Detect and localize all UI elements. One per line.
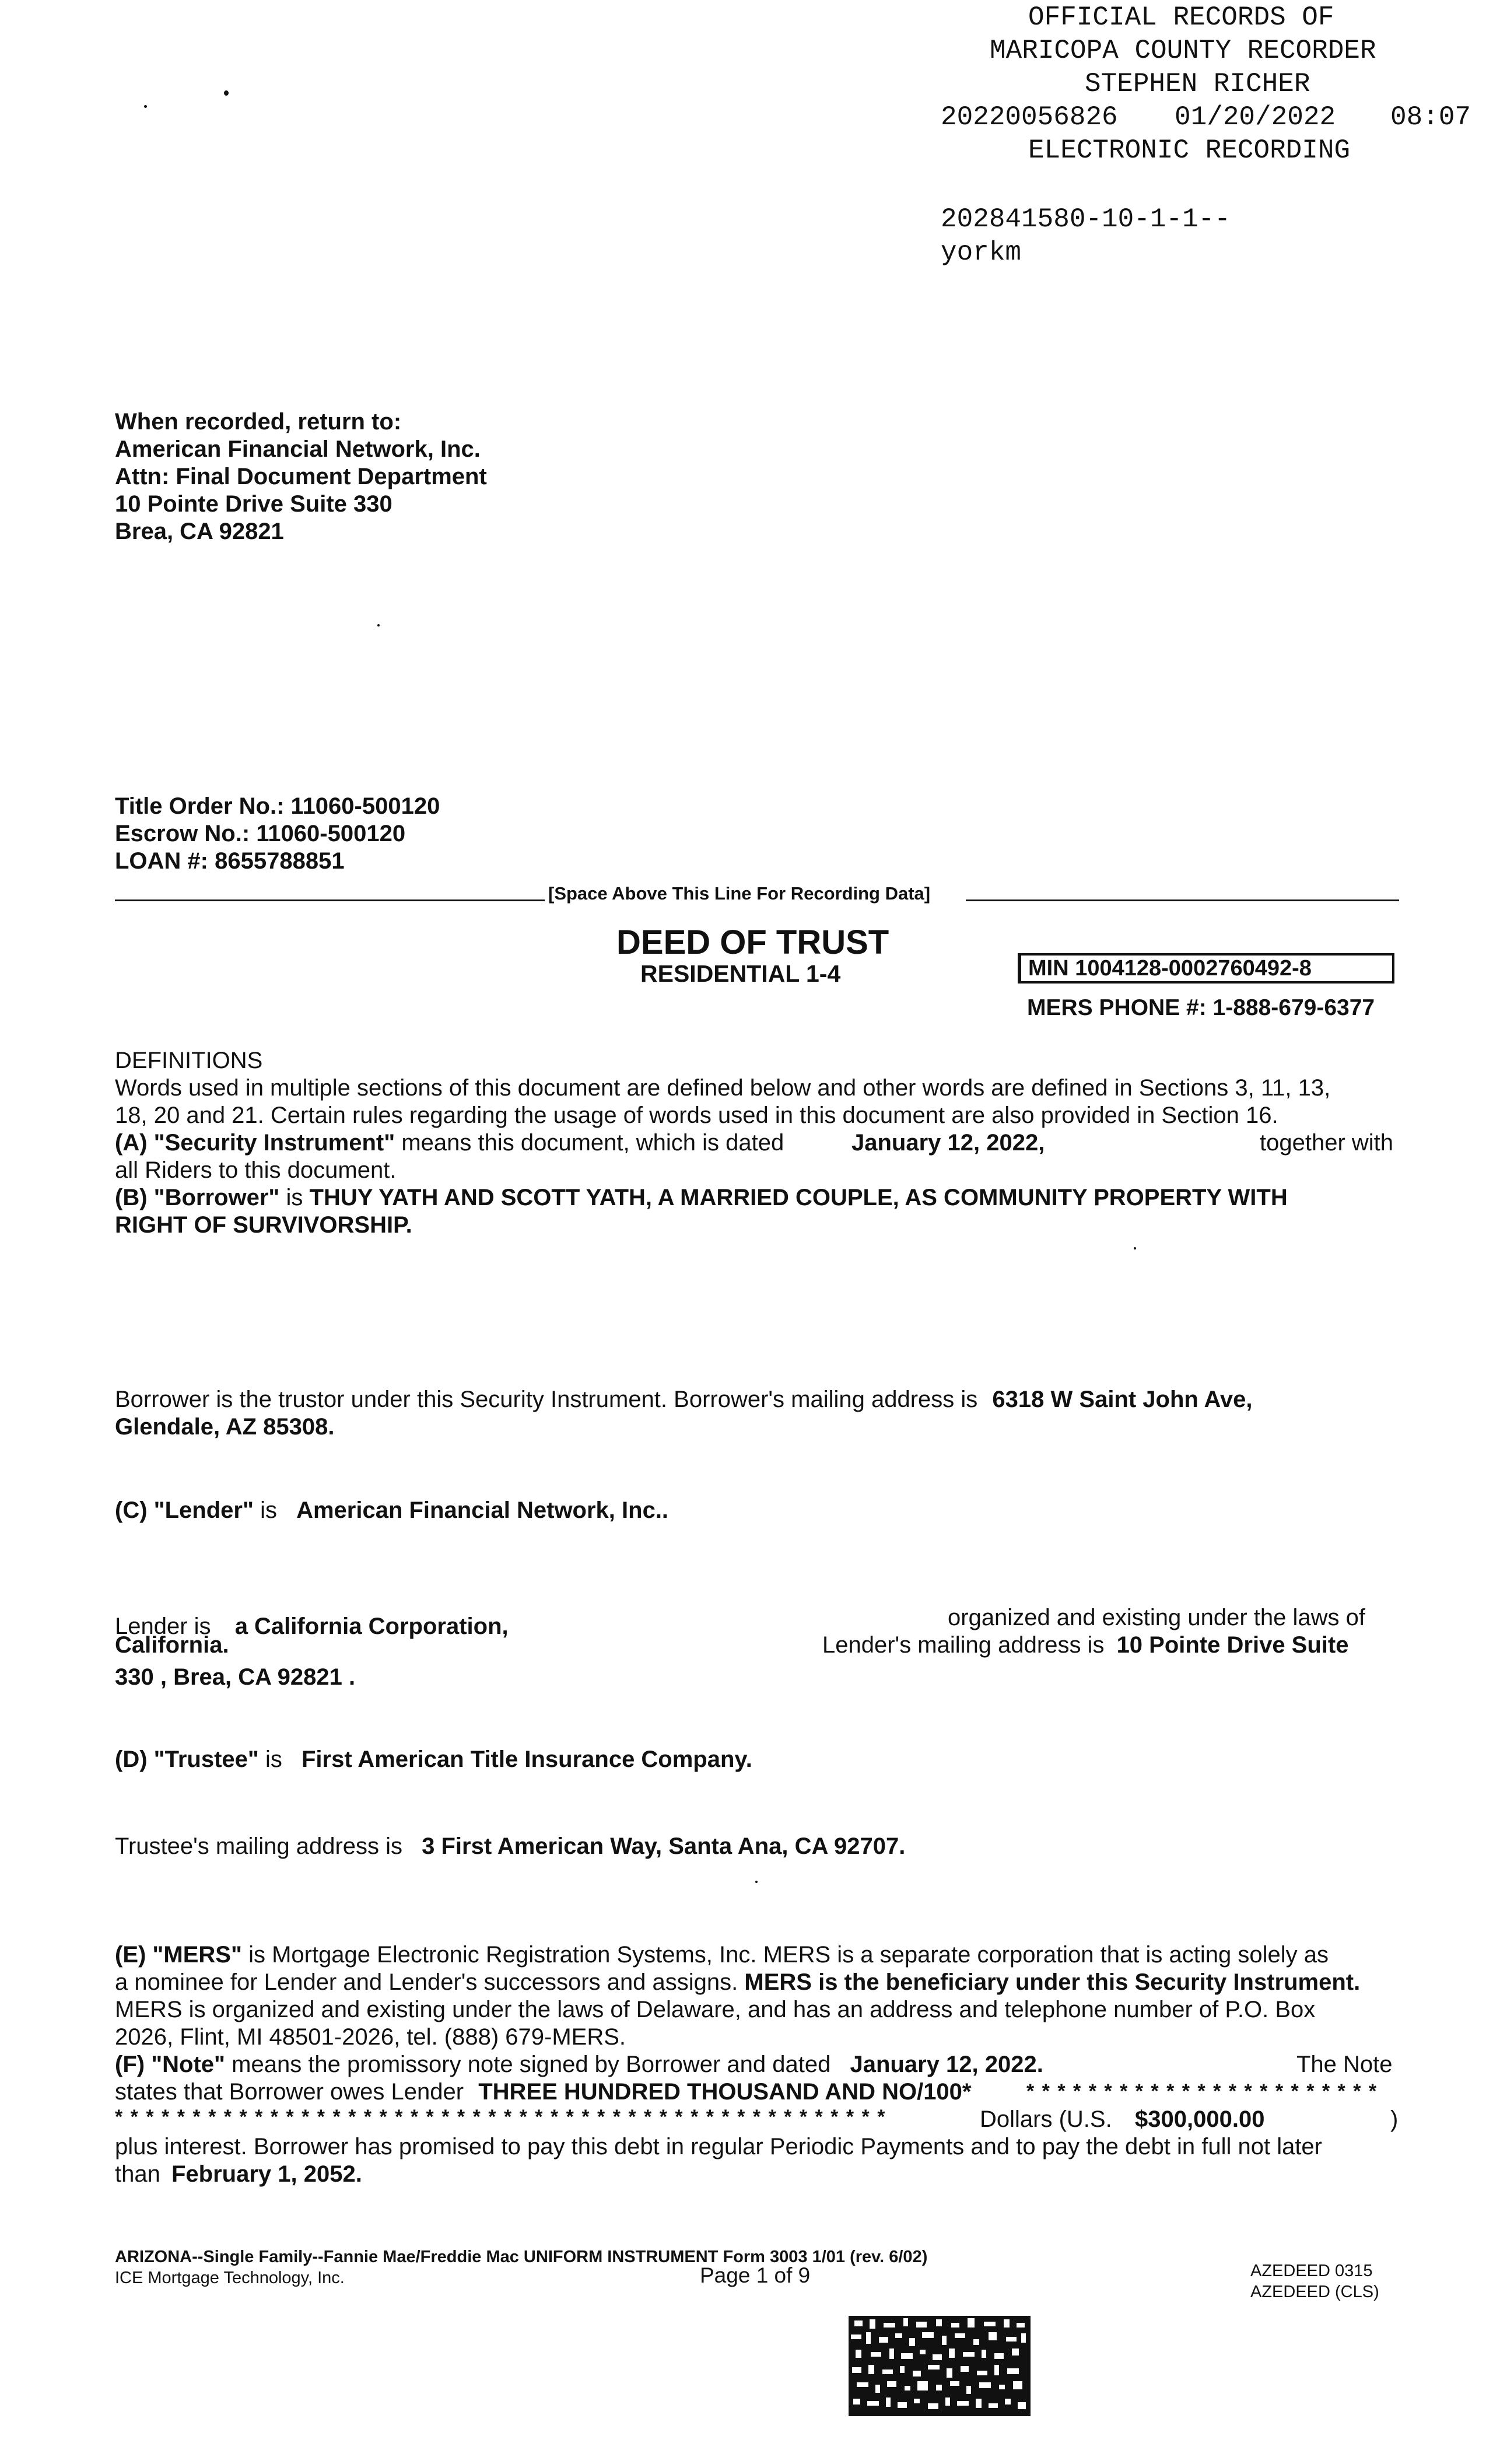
definition-f-owes: states that Borrower owes Lender bbox=[115, 2079, 464, 2105]
borrower-trustor-line bbox=[115, 1386, 1252, 1413]
escrow-number: Escrow No.: 11060-500120 bbox=[115, 821, 406, 846]
document-title: DEED OF TRUST bbox=[616, 923, 889, 961]
lender-corporation: a California Corporation, bbox=[234, 1614, 509, 1639]
lender-mailing-line bbox=[822, 1632, 1348, 1659]
trustee-address: 3 First American Way, Santa Ana, CA 92707. bbox=[422, 1833, 906, 1859]
definition-a-line-1 bbox=[115, 1129, 784, 1157]
definition-e-line-2 bbox=[115, 1969, 1360, 1996]
lender-address-1: 10 Pointe Drive Suite bbox=[1116, 1632, 1349, 1658]
recorder-line-3: STEPHEN RICHER bbox=[1085, 69, 1310, 99]
recorder-ref-2: yorkm bbox=[941, 237, 1022, 268]
separator-rule-left bbox=[115, 900, 545, 901]
title-order-number: Title Order No.: 11060-500120 bbox=[115, 793, 440, 819]
definitions-heading: DEFINITIONS bbox=[115, 1048, 263, 1073]
definition-e-label: (E) "MERS" bbox=[115, 1942, 242, 1968]
trustee-mailing-text: Trustee's mailing address is bbox=[115, 1833, 403, 1859]
borrower-address-2: Glendale, AZ 85308. bbox=[115, 1414, 335, 1440]
trustee-name: First American Title Insurance Company. bbox=[302, 1746, 752, 1772]
definition-e-line-4: 2026, Flint, MI 48501-2026, tel. (888) 679-MERS. bbox=[115, 2024, 626, 2050]
asterisk-fill-1: * * * * * * * * * * * * * * * * * * * * * * * bbox=[1026, 2080, 1378, 2102]
note-date: January 12, 2022. bbox=[850, 2052, 1043, 2077]
separator-rule-right bbox=[966, 900, 1399, 901]
definition-c-label: (C) "Lender" bbox=[115, 1497, 254, 1523]
definition-e-line-1 bbox=[115, 1941, 1329, 1969]
definition-a-line-2: all Riders to this document. bbox=[115, 1157, 397, 1183]
return-to-street: 10 Pointe Drive Suite 330 bbox=[115, 491, 392, 517]
return-to-company: American Financial Network, Inc. bbox=[115, 436, 481, 462]
lender-mailing-text: Lender's mailing address is bbox=[822, 1632, 1105, 1658]
footer-code-2: AZEDEED (CLS) bbox=[1250, 2283, 1379, 2301]
definition-f-the-note: The Note bbox=[1296, 2052, 1393, 2077]
recording-number: 20220056826 bbox=[941, 102, 1118, 132]
borrower-names-2: RIGHT OF SURVIVORSHIP. bbox=[115, 1212, 412, 1238]
definition-e-text-2a: a nominee for Lender and Lender's successors and assigns. bbox=[115, 1969, 738, 1995]
definition-b-is: is bbox=[286, 1185, 303, 1210]
scan-speck bbox=[144, 105, 147, 108]
footer-form-title: ARIZONA--Single Family--Fannie Mae/Freddie Mac UNIFORM INSTRUMENT Form 3003 1/01 (rev. 6/02) bbox=[115, 2248, 928, 2266]
note-amount: $300,000.00 bbox=[1135, 2106, 1265, 2132]
scan-speck bbox=[377, 624, 380, 626]
definitions-intro-1: Words used in multiple sections of this document are defined below and other words are defined in Sections 3, 11, 13, bbox=[115, 1075, 1331, 1101]
definition-d-is: is bbox=[265, 1746, 282, 1772]
definition-c-line bbox=[115, 1497, 668, 1524]
recorder-line-1: OFFICIAL RECORDS OF bbox=[1028, 2, 1334, 33]
return-to-label: When recorded, return to: bbox=[115, 409, 402, 435]
definition-f-final-line bbox=[115, 2161, 362, 2188]
security-instrument-date: January 12, 2022, bbox=[851, 1130, 1045, 1156]
definition-b-line-1 bbox=[115, 1184, 1288, 1212]
recorder-ref-1: 202841580-10-1-1-- bbox=[941, 204, 1231, 235]
recorder-line-5: ELECTRONIC RECORDING bbox=[1028, 135, 1351, 166]
return-to-attention: Attn: Final Document Department bbox=[115, 464, 487, 489]
dollars-us-text: Dollars (U.S. bbox=[980, 2106, 1112, 2132]
lender-state: California. bbox=[115, 1632, 229, 1658]
lender-address-2: 330 , Brea, CA 92821 . bbox=[115, 1664, 356, 1690]
scan-speck bbox=[755, 1881, 758, 1883]
definition-a-label: (A) "Security Instrument" bbox=[115, 1130, 395, 1156]
footer-code-1: AZEDEED 0315 bbox=[1250, 2262, 1373, 2280]
footer-vendor: ICE Mortgage Technology, Inc. bbox=[115, 2269, 345, 2287]
definition-e-text-2b: MERS is the beneficiary under this Security Instrument. bbox=[744, 1969, 1361, 1995]
borrower-address-1: 6318 W Saint John Ave, bbox=[992, 1387, 1253, 1412]
recording-date: 01/20/2022 bbox=[1175, 102, 1336, 132]
recording-time: 08:07 bbox=[1390, 102, 1471, 132]
definition-f-line-1 bbox=[115, 2051, 1043, 2078]
trustee-mailing-line bbox=[115, 1833, 905, 1860]
definition-f-than: than bbox=[115, 2161, 160, 2187]
borrower-names-1: THUY YATH AND SCOTT YATH, A MARRIED COUPLE, AS COMMUNITY PROPERTY WITH bbox=[309, 1185, 1288, 1210]
definition-d-label: (D) "Trustee" bbox=[115, 1746, 259, 1772]
definition-f-line-2 bbox=[115, 2078, 972, 2106]
return-to-block bbox=[115, 408, 487, 545]
loan-number: LOAN #: 8655788851 bbox=[115, 848, 345, 874]
note-amount-words: THREE HUNDRED THOUSAND AND NO/100* bbox=[478, 2079, 972, 2105]
definition-a-text: means this document, which is dated bbox=[401, 1130, 784, 1156]
min-number-box: MIN 1004128-0002760492-8 bbox=[1018, 953, 1394, 984]
dollars-close-paren: ) bbox=[1390, 2106, 1399, 2132]
document-subtitle: RESIDENTIAL 1-4 bbox=[640, 960, 841, 987]
recorder-line-2: MARICOPA COUNTY RECORDER bbox=[990, 36, 1376, 66]
lender-organized-text: organized and existing under the laws of bbox=[948, 1605, 1366, 1630]
scan-speck bbox=[1134, 1247, 1136, 1250]
barcode-image bbox=[849, 2316, 1031, 2416]
definition-e-text-1: is Mortgage Electronic Registration Systems, Inc. MERS is a separate corporation that is acting solely as bbox=[248, 1942, 1329, 1968]
asterisk-fill-2: * * * * * * * * * * * * * * * * * * * * * * * * * * * * * * * * * * * * * * * * * * * * * * * * * * bbox=[115, 2106, 886, 2128]
lender-name: American Financial Network, Inc.. bbox=[296, 1497, 669, 1523]
definition-c-is: is bbox=[260, 1497, 277, 1523]
definition-e-line-3: MERS is organized and existing under the laws of Delaware, and has an address and telephone number of P.O. Box bbox=[115, 1997, 1316, 2022]
scan-speck bbox=[224, 90, 229, 96]
order-numbers bbox=[115, 793, 440, 875]
definition-a-together: together with bbox=[1260, 1130, 1394, 1156]
definition-b-label: (B) "Borrower" bbox=[115, 1185, 280, 1210]
mers-phone: MERS PHONE #: 1-888-679-6377 bbox=[1027, 995, 1375, 1020]
recording-data-separator: [Space Above This Line For Recording Data] bbox=[548, 883, 931, 904]
maturity-date: February 1, 2052. bbox=[171, 2161, 362, 2187]
borrower-trustor-text: Borrower is the trustor under this Security Instrument. Borrower's mailing address is bbox=[115, 1387, 978, 1412]
return-to-city: Brea, CA 92821 bbox=[115, 519, 284, 544]
page-number: Page 1 of 9 bbox=[700, 2263, 811, 2287]
definitions-intro-2: 18, 20 and 21. Certain rules regarding the usage of words used in this document are also provided in Section 16. bbox=[115, 1102, 1278, 1128]
definition-f-text: means the promissory note signed by Borrower and dated bbox=[232, 2052, 831, 2077]
definition-d-line bbox=[115, 1746, 752, 1773]
definition-f-label: (F) "Note" bbox=[115, 2052, 226, 2077]
lender-is-text: Lender is bbox=[115, 1614, 211, 1639]
definition-f-interest: plus interest. Borrower has promised to pay this debt in regular Periodic Payments and to pay the debt in full not later bbox=[115, 2134, 1322, 2160]
